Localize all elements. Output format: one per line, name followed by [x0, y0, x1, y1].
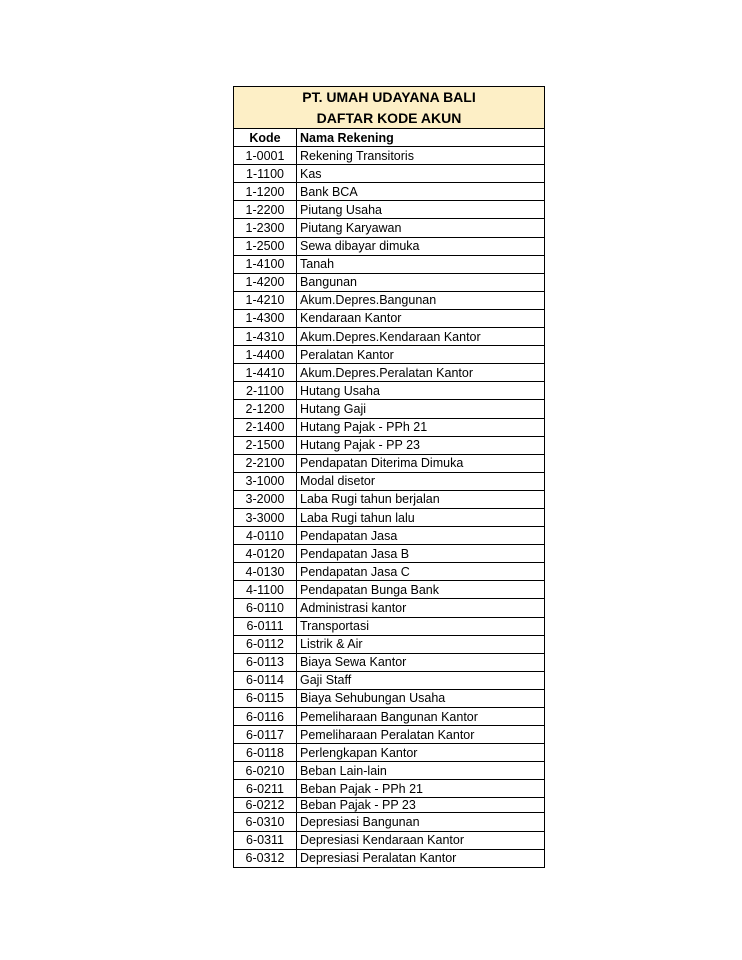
table-row	[234, 364, 544, 382]
account-code: 1-4300	[234, 309, 297, 327]
account-name: Kas	[297, 165, 545, 183]
table-row	[234, 382, 544, 400]
sheet-title: DAFTAR KODE AKUN	[316, 109, 462, 126]
account-name: Bangunan	[297, 273, 545, 291]
account-name: Akum.Depres.Bangunan	[297, 291, 545, 309]
account-name: Pendapatan Jasa C	[297, 563, 545, 581]
account-name: Rekening Transitoris	[297, 147, 545, 165]
account-code: 6-0113	[234, 653, 297, 671]
account-name: Tanah	[297, 255, 545, 273]
table-row	[234, 273, 544, 291]
table-row	[234, 328, 544, 346]
account-name: Modal disetor	[297, 472, 545, 490]
account-code: 6-0312	[234, 849, 297, 867]
account-code: 4-0120	[234, 545, 297, 563]
account-code: 1-4200	[234, 273, 297, 291]
account-name: Kendaraan Kantor	[297, 309, 545, 327]
table-row	[234, 780, 544, 798]
account-name: Gaji Staff	[297, 671, 545, 689]
account-name: Akum.Depres.Peralatan Kantor	[297, 364, 545, 382]
account-code: 6-0111	[234, 617, 297, 635]
account-name: Listrik & Air	[297, 635, 545, 653]
account-code: 1-2500	[234, 237, 297, 255]
table-row	[234, 617, 544, 635]
account-name: Beban Pajak - PP 23	[297, 798, 545, 813]
account-name: Bank BCA	[297, 183, 545, 201]
account-name: Piutang Usaha	[297, 201, 545, 219]
account-name: Pemeliharaan Peralatan Kantor	[297, 726, 545, 744]
table-row	[234, 291, 544, 309]
table-row	[234, 689, 544, 707]
column-header-name: Nama Rekening	[297, 129, 545, 147]
table-row	[234, 508, 544, 526]
table-row	[234, 599, 544, 617]
table-row	[234, 813, 544, 831]
accounts-table	[234, 129, 544, 867]
account-code: 6-0110	[234, 599, 297, 617]
account-name: Pendapatan Diterima Dimuka	[297, 454, 545, 472]
account-code: 1-4400	[234, 346, 297, 364]
account-name: Hutang Pajak - PPh 21	[297, 418, 545, 436]
sheet-header	[234, 87, 544, 129]
account-code: 6-0116	[234, 708, 297, 726]
account-code: 6-0118	[234, 744, 297, 762]
account-name: Transportasi	[297, 617, 545, 635]
account-code: 1-1200	[234, 183, 297, 201]
account-name: Hutang Usaha	[297, 382, 545, 400]
table-row	[234, 581, 544, 599]
account-code: 4-0130	[234, 563, 297, 581]
account-name: Laba Rugi tahun berjalan	[297, 490, 545, 508]
account-code: 3-1000	[234, 472, 297, 490]
table-row	[234, 653, 544, 671]
table-row	[234, 255, 544, 273]
table-row	[234, 490, 544, 508]
account-code: 6-0211	[234, 780, 297, 798]
account-name: Biaya Sewa Kantor	[297, 653, 545, 671]
table-row	[234, 237, 544, 255]
table-row	[234, 346, 544, 364]
column-header-code: Kode	[234, 129, 297, 147]
account-code: 1-4310	[234, 328, 297, 346]
account-code: 2-1200	[234, 400, 297, 418]
account-name: Administrasi kantor	[297, 599, 545, 617]
account-name: Piutang Karyawan	[297, 219, 545, 237]
account-code: 1-4410	[234, 364, 297, 382]
account-code: 1-1100	[234, 165, 297, 183]
account-name: Pendapatan Jasa	[297, 527, 545, 545]
account-name: Depresiasi Bangunan	[297, 813, 545, 831]
account-code: 1-2300	[234, 219, 297, 237]
account-name: Beban Lain-lain	[297, 762, 545, 780]
table-row	[234, 219, 544, 237]
table-row	[234, 147, 544, 165]
account-code: 1-4210	[234, 291, 297, 309]
table-row	[234, 454, 544, 472]
account-name: Beban Pajak - PPh 21	[297, 780, 545, 798]
account-code: 4-1100	[234, 581, 297, 599]
account-code: 6-0115	[234, 689, 297, 707]
table-row	[234, 708, 544, 726]
table-header-row	[234, 129, 544, 147]
table-row	[234, 309, 544, 327]
account-code: 2-1100	[234, 382, 297, 400]
account-name: Hutang Gaji	[297, 400, 545, 418]
account-code: 1-2200	[234, 201, 297, 219]
account-code: 1-4100	[234, 255, 297, 273]
company-name: PT. UMAH UDAYANA BALI	[302, 89, 476, 105]
table-row	[234, 671, 544, 689]
account-code: 6-0212	[234, 798, 297, 813]
account-name: Akum.Depres.Kendaraan Kantor	[297, 328, 545, 346]
account-name: Pemeliharaan Bangunan Kantor	[297, 708, 545, 726]
account-code: 3-2000	[234, 490, 297, 508]
table-row	[234, 201, 544, 219]
account-name: Laba Rugi tahun lalu	[297, 508, 545, 526]
table-row	[234, 798, 544, 813]
account-code: 6-0210	[234, 762, 297, 780]
account-name: Perlengkapan Kantor	[297, 744, 545, 762]
table-row	[234, 849, 544, 867]
table-row	[234, 831, 544, 849]
account-code: 2-1400	[234, 418, 297, 436]
account-name: Pendapatan Jasa B	[297, 545, 545, 563]
account-code: 4-0110	[234, 527, 297, 545]
table-row	[234, 400, 544, 418]
account-code-sheet	[233, 86, 545, 868]
table-row	[234, 418, 544, 436]
account-code: 6-0112	[234, 635, 297, 653]
account-code: 3-3000	[234, 508, 297, 526]
table-row	[234, 545, 544, 563]
table-row	[234, 563, 544, 581]
account-name: Hutang Pajak - PP 23	[297, 436, 545, 454]
table-row	[234, 165, 544, 183]
account-code: 6-0311	[234, 831, 297, 849]
account-code: 6-0114	[234, 671, 297, 689]
account-code: 6-0117	[234, 726, 297, 744]
table-row	[234, 762, 544, 780]
account-name: Depresiasi Peralatan Kantor	[297, 849, 545, 867]
account-code: 6-0310	[234, 813, 297, 831]
account-code: 2-2100	[234, 454, 297, 472]
table-row	[234, 183, 544, 201]
table-row	[234, 635, 544, 653]
table-row	[234, 744, 544, 762]
account-name: Biaya Sehubungan Usaha	[297, 689, 545, 707]
table-row	[234, 436, 544, 454]
account-name: Pendapatan Bunga Bank	[297, 581, 545, 599]
account-name: Depresiasi Kendaraan Kantor	[297, 831, 545, 849]
table-row	[234, 472, 544, 490]
account-code: 2-1500	[234, 436, 297, 454]
table-row	[234, 726, 544, 744]
account-name: Sewa dibayar dimuka	[297, 237, 545, 255]
account-code: 1-0001	[234, 147, 297, 165]
table-row	[234, 527, 544, 545]
account-name: Peralatan Kantor	[297, 346, 545, 364]
